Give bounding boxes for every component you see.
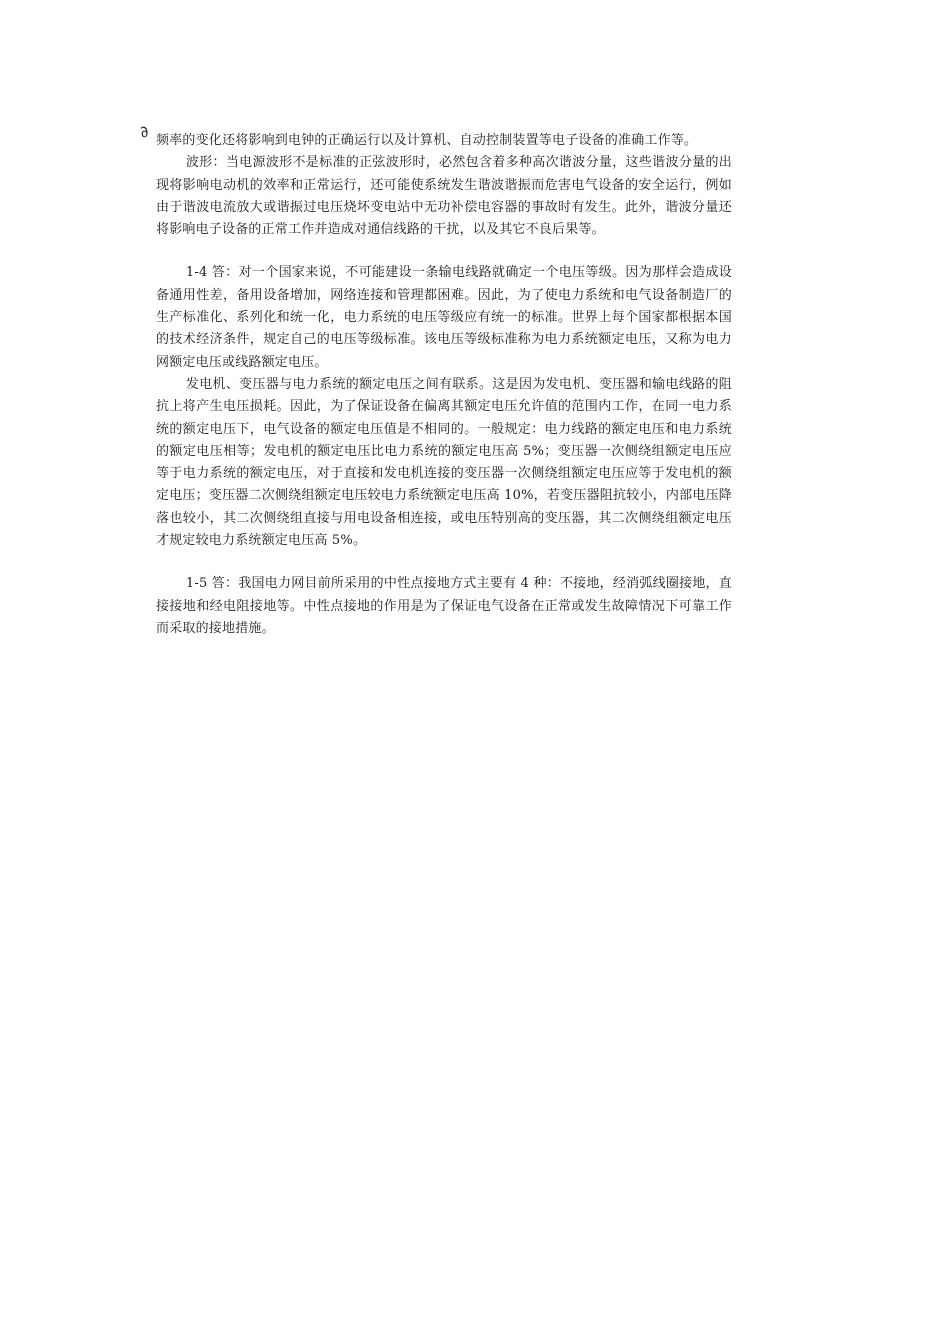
document-body	[156, 130, 732, 640]
paragraph-rated-voltage: 发电机、变压器与电力系统的额定电压之间有联系。这是因为发电机、变压器和输电线路的阻抗上将产生电压损耗。因此，为了保证设备在偏离其额定电压允许值的范围内工作，在同一电力系统的额定电压下，电气设备的额定电压值是不相同的。一般规定：电力线路的额定电压和电力系统的额定电压相等；发电机的额定电压比电力系统的额定电压高 5%；变压器一次侧绕组额定电压应等于电力系统的额定电压，对于直接和发电机连接的变压器一次侧绕组额定电压应等于发电机的额定电压；变压器二次侧绕组额定电压较电力系统额定电压高 10%，若变压器阻抗较小，内部电压降落也较小，其二次侧绕组直接与用电设备相连接，或电压特别高的变压器，其二次侧绕组额定电压才规定较电力系统额定电压高 5%。	[156, 376, 732, 549]
margin-mark: ∂	[137, 121, 152, 142]
paragraph-frequency-effects: 频率的变化还将影响到电钟的正确运行以及计算机、自动控制装置等电子设备的准确工作等。	[156, 133, 698, 148]
paragraph-waveform: 波形：当电源波形不是标准的正弦波形时，必然包含着多种高次谐波分量，这些谐波分量的出现将影响电动机的效率和正常运行，还可能使系统发生谐波谐振而危害电气设备的安全运行，例如由于谐波电流放大或谐振过电压烧坏变电站中无功补偿电容器的事故时有发生。此外，谐波分量还将影响电子设备的正常工作并造成对通信线路的干扰，以及其它不良后果等。	[156, 155, 732, 238]
paragraph-answer-1-4: 1-4 答：对一个国家来说，不可能建设一条输电线路就确定一个电压等级。因为那样会造成设备通用性差，备用设备增加，网络连接和管理都困难。因此，为了使电力系统和电气设备制造厂的生产标准化、系列化和统一化，电力系统的电压等级应有统一的标准。世界上每个国家都根据本国的技术经济条件，规定自己的电压等级标准。该电压等级标准称为电力系统额定电压，又称为电力网额定电压或线路额定电压。	[156, 265, 732, 370]
paragraph-answer-1-5: 1-5 答：我国电力网目前所采用的中性点接地方式主要有 4 种：不接地，经消弧线圈接地，直接接地和经电阻接地等。中性点接地的作用是为了保证电气设备在正常或发生故障情况下可靠工作而采取的接地措施。	[156, 576, 732, 636]
